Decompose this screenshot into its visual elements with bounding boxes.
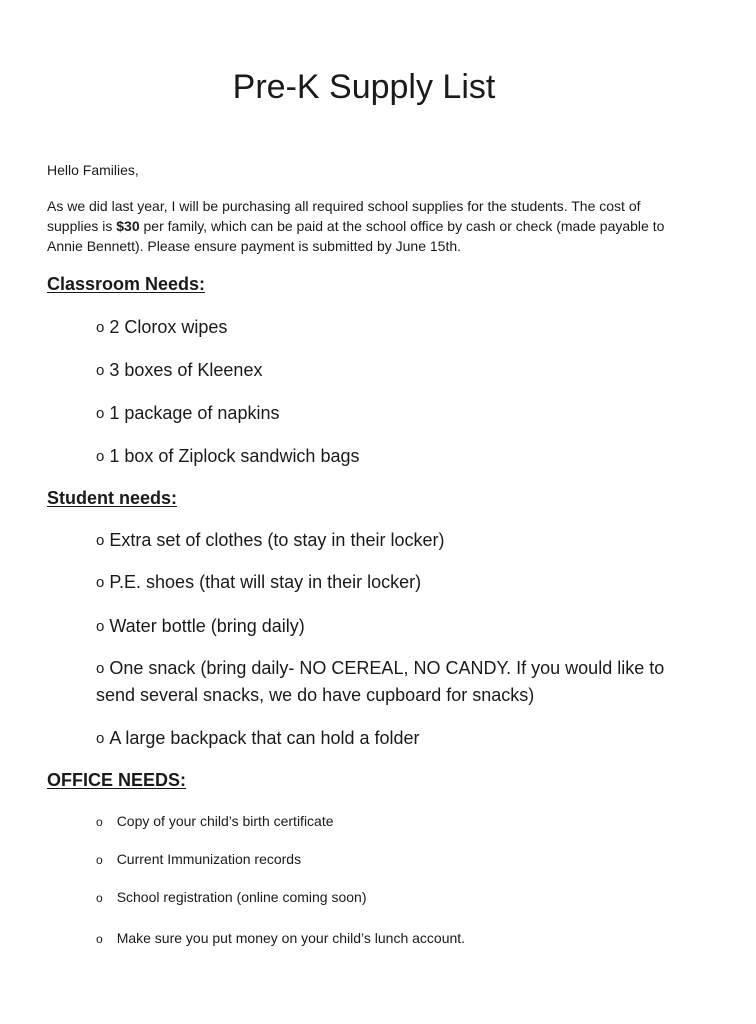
list-item-text: P.E. shoes (that will stay in their locker) — [109, 572, 422, 592]
list-item — [96, 569, 421, 596]
list-item-text: Water bottle (bring daily) — [109, 616, 305, 636]
list-item-text: 3 boxes of Kleenex — [109, 360, 263, 380]
cost-amount: $30 — [116, 218, 140, 234]
page-title: Pre-K Supply List — [232, 68, 496, 106]
list-item — [96, 887, 367, 908]
list-item — [96, 655, 696, 709]
bullet-icon: o — [96, 319, 105, 336]
intro-text-part2: per family, which can be paid at the school office by cash or check (made payable to Annie Bennett). Please ensure payment is submitted by June 15th. — [47, 218, 665, 254]
list-item-text: Make sure you put money on your child’s lunch account. — [116, 930, 466, 946]
bullet-icon: o — [96, 660, 105, 677]
bullet-icon: o — [96, 815, 103, 829]
greeting: Hello Families, — [47, 162, 139, 178]
list-item — [96, 811, 334, 832]
intro-paragraph — [47, 196, 687, 256]
student-needs-heading: Student needs: — [47, 488, 178, 508]
list-item-text: 1 box of Ziplock sandwich bags — [109, 446, 360, 466]
list-item-text: 1 package of napkins — [109, 403, 280, 423]
bullet-icon: o — [96, 853, 103, 867]
bullet-icon: o — [96, 448, 105, 465]
bullet-icon: o — [96, 932, 103, 946]
bullet-icon: o — [96, 618, 105, 635]
list-item — [96, 928, 465, 949]
list-item — [96, 725, 420, 752]
list-item — [96, 400, 279, 427]
list-item-text: Copy of your child’s birth certificate — [116, 813, 334, 829]
list-item — [96, 613, 305, 640]
list-item-text: One snack (bring daily- NO CEREAL, NO CANDY. If you would like to send several snacks, we do have cupboard for snacks) — [96, 658, 665, 705]
list-item — [96, 443, 359, 470]
bullet-icon: o — [96, 891, 103, 905]
list-item-text: Extra set of clothes (to stay in their locker) — [109, 530, 445, 550]
list-item-text: 2 Clorox wipes — [109, 317, 228, 337]
office-needs-heading: OFFICE NEEDS: — [47, 770, 187, 790]
list-item — [96, 849, 301, 870]
intro-text-part1: As we did last year, I will be purchasing all required school supplies for the students. The cost of supplies is — [47, 198, 641, 234]
bullet-icon: o — [96, 730, 105, 747]
list-item-text: School registration (online coming soon) — [116, 889, 367, 905]
classroom-needs-heading: Classroom Needs: — [47, 274, 206, 294]
list-item — [96, 357, 262, 384]
bullet-icon: o — [96, 532, 105, 549]
bullet-icon: o — [96, 574, 105, 591]
bullet-icon: o — [96, 405, 105, 422]
bullet-icon: o — [96, 362, 105, 379]
list-item-text: Current Immunization records — [116, 851, 302, 867]
list-item-text: A large backpack that can hold a folder — [109, 728, 420, 748]
list-item — [96, 314, 227, 341]
list-item — [96, 527, 444, 554]
